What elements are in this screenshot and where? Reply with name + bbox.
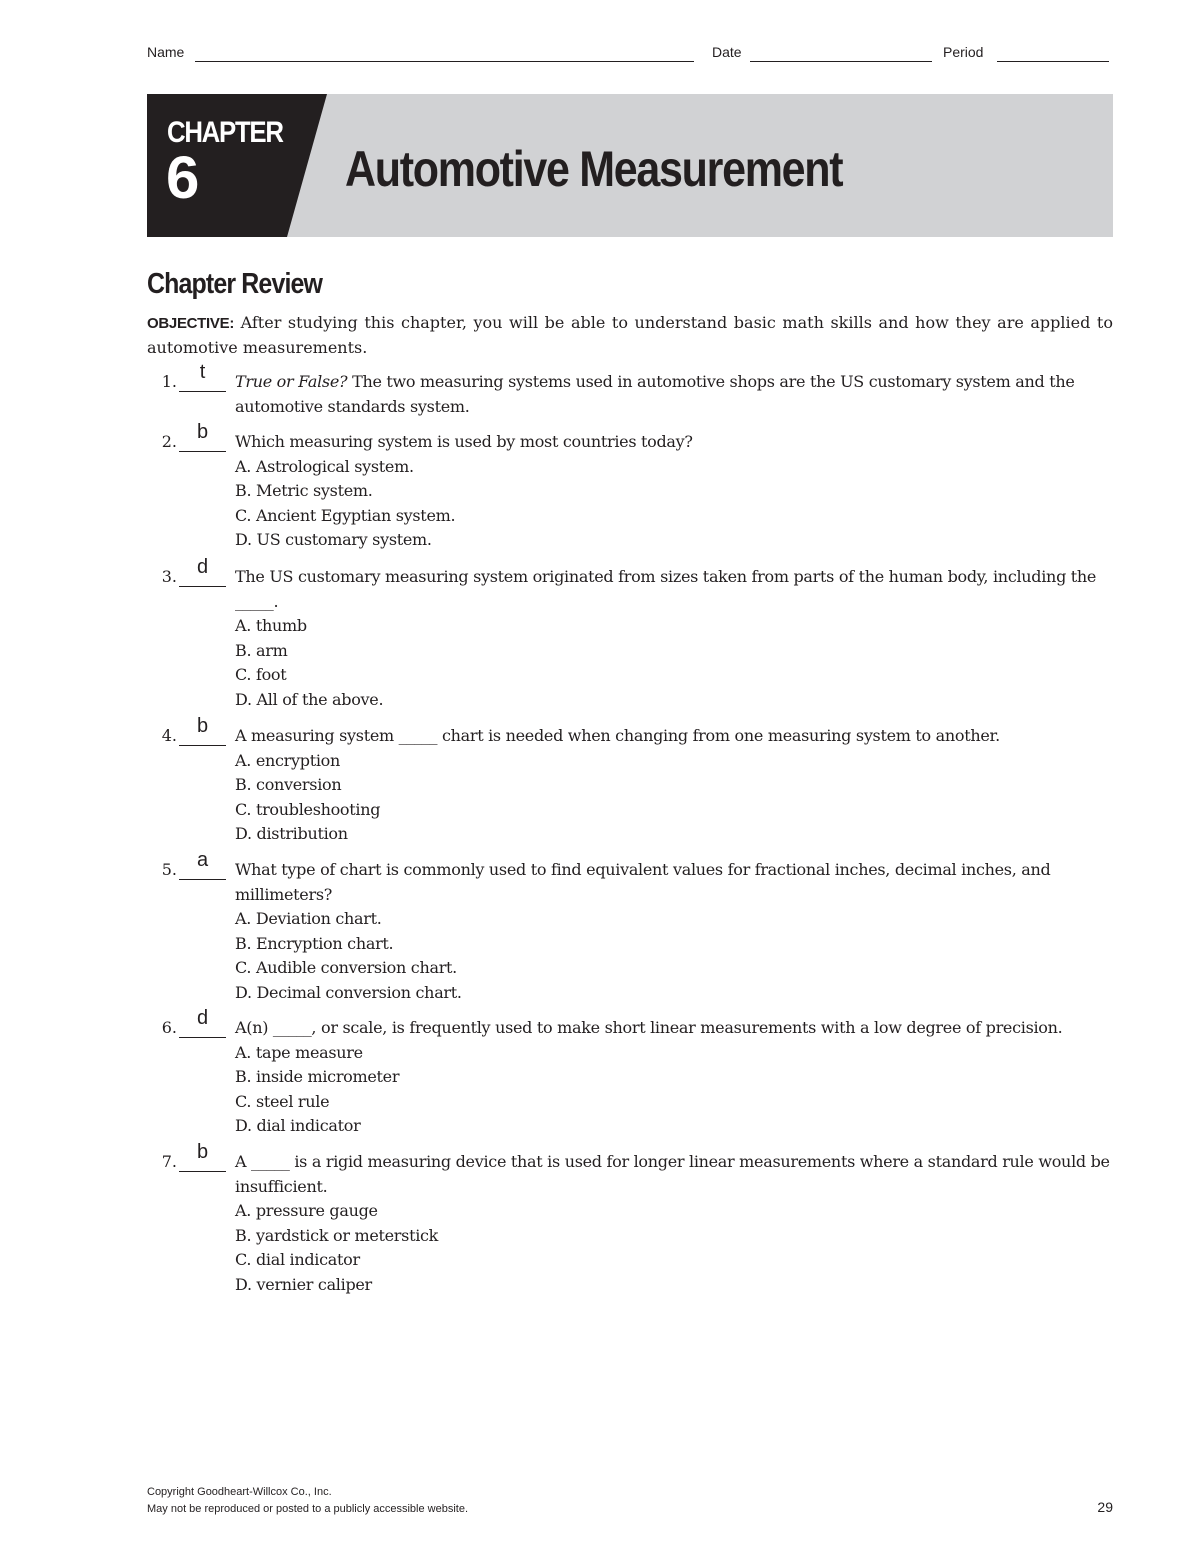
- question-body: [235, 430, 1113, 553]
- question-number: 3.: [161, 567, 177, 586]
- copyright-text: Copyright Goodheart-Willcox Co., Inc.: [147, 1486, 332, 1498]
- question-body: [235, 724, 1113, 847]
- objective-text: After studying this chapter, you will be able to understand basic math skills and how they are applied to automotive measurements.: [147, 313, 1113, 357]
- question-item: [147, 715, 1113, 847]
- answer-option: D. All of the above.: [235, 689, 384, 709]
- page-number: 29: [1097, 1499, 1113, 1515]
- handwritten-answer: t: [199, 361, 206, 383]
- chapter-number: 6: [166, 144, 200, 211]
- answer-option: C. dial indicator: [235, 1250, 360, 1269]
- answer-options: [235, 455, 1113, 553]
- answer-option: B. yardstick or meterstick: [235, 1225, 439, 1245]
- question-text: A measuring system _____ chart is needed when changing from one measuring system to another.: [235, 726, 1000, 745]
- question-text: Which measuring system is used by most countries today?: [235, 432, 693, 451]
- answer-options: [235, 749, 1113, 847]
- handwritten-answer: d: [196, 556, 209, 578]
- question-body: [235, 565, 1113, 712]
- answer-option: D. Decimal conversion chart.: [235, 982, 462, 1002]
- handwritten-answer: b: [196, 421, 209, 443]
- question-number: 1.: [161, 372, 177, 391]
- handwritten-answer: d: [196, 1007, 209, 1029]
- name-field[interactable]: [195, 61, 694, 62]
- answer-option: D. US customary system.: [235, 530, 432, 549]
- question-stem: [235, 430, 1113, 455]
- section-title: Chapter Review: [147, 268, 323, 300]
- period-label: Period: [943, 44, 984, 60]
- answer-option: C. steel rule: [235, 1091, 330, 1111]
- chapter-title: Automotive Measurement: [345, 141, 843, 197]
- question-number: 4.: [161, 726, 177, 745]
- answer-options: [235, 1199, 1113, 1297]
- answer-option: B. conversion: [235, 775, 342, 794]
- question-text: The two measuring systems used in automotive shops are the US customary system and the automotive standards system.: [235, 372, 1075, 416]
- question-stem: [235, 858, 1113, 907]
- question-item: [147, 849, 1113, 1005]
- answer-options: [235, 614, 1113, 712]
- question-stem: [235, 724, 1113, 749]
- answer-option: A. encryption: [235, 750, 340, 770]
- true-false-label: True or False?: [235, 372, 348, 391]
- chapter-banner: [147, 94, 1113, 237]
- name-label: Name: [147, 44, 185, 60]
- question-number: 5.: [161, 860, 177, 879]
- answer-blank[interactable]: [179, 421, 226, 452]
- answer-option: B. Encryption chart.: [235, 933, 394, 953]
- answer-blank[interactable]: [179, 849, 226, 880]
- question-number: 2.: [161, 432, 177, 451]
- date-label: Date: [712, 44, 742, 60]
- question-stem: [235, 370, 1113, 419]
- date-field[interactable]: [750, 61, 932, 62]
- header-fields: [147, 44, 1110, 66]
- question-item: [147, 421, 1113, 553]
- answer-option: B. arm: [235, 640, 288, 660]
- question-item: [147, 556, 1113, 712]
- answer-option: A. pressure gauge: [235, 1201, 378, 1220]
- answer-options: [235, 907, 1113, 1005]
- answer-option: A. tape measure: [235, 1042, 363, 1062]
- question-number: 7.: [161, 1152, 177, 1171]
- answer-option: C. Audible conversion chart.: [235, 958, 457, 977]
- question-stem: [235, 565, 1113, 614]
- answer-option: D. vernier caliper: [235, 1274, 372, 1294]
- answer-option: C. foot: [235, 665, 287, 684]
- question-item: [147, 1141, 1113, 1297]
- answer-blank[interactable]: [179, 556, 226, 587]
- handwritten-answer: b: [196, 715, 209, 737]
- answer-option: C. troubleshooting: [235, 799, 381, 819]
- answer-options: [235, 1041, 1113, 1139]
- handwritten-answer: a: [196, 849, 209, 871]
- answer-option: C. Ancient Egyptian system.: [235, 505, 456, 525]
- answer-option: D. distribution: [235, 824, 348, 843]
- question-body: [235, 1016, 1113, 1139]
- question-body: [235, 370, 1113, 419]
- chapter-label: CHAPTER: [167, 116, 283, 149]
- answer-blank[interactable]: [179, 361, 226, 392]
- question-item: [147, 361, 1113, 419]
- question-stem: [235, 1150, 1113, 1199]
- question-text: A _____ is a rigid measuring device that is used for longer linear measurements where a standard rule would be insufficient.: [235, 1152, 1110, 1196]
- footer: [147, 1484, 1113, 1518]
- reproduction-notice: May not be reproduced or posted to a publicly accessible website.: [147, 1503, 469, 1515]
- answer-option: D. dial indicator: [235, 1116, 361, 1135]
- question-stem: [235, 1016, 1113, 1041]
- question-body: [235, 1150, 1113, 1297]
- answer-blank[interactable]: [179, 715, 226, 746]
- question-body: [235, 858, 1113, 1005]
- answer-option: B. inside micrometer: [235, 1067, 400, 1086]
- question-text: A(n) _____, or scale, is frequently used to make short linear measurements with a low degree of precision.: [235, 1018, 1063, 1037]
- question-item: [147, 1007, 1113, 1139]
- answer-option: A. Astrological system.: [235, 456, 414, 476]
- objective-label: OBJECTIVE:: [147, 315, 235, 332]
- answer-option: A. Deviation chart.: [235, 909, 382, 928]
- period-field[interactable]: [997, 61, 1109, 62]
- handwritten-answer: b: [196, 1141, 209, 1163]
- answer-blank[interactable]: [179, 1007, 226, 1038]
- question-text: The US customary measuring system originated from sizes taken from parts of the human body, including the _____.: [235, 567, 1097, 611]
- question-text: What type of chart is commonly used to find equivalent values for fractional inches, decimal inches, and millimeters?: [235, 860, 1051, 904]
- question-number: 6.: [161, 1018, 177, 1037]
- objective: [147, 311, 1113, 360]
- answer-blank[interactable]: [179, 1141, 226, 1172]
- answer-option: A. thumb: [235, 616, 307, 635]
- answer-option: B. Metric system.: [235, 481, 373, 500]
